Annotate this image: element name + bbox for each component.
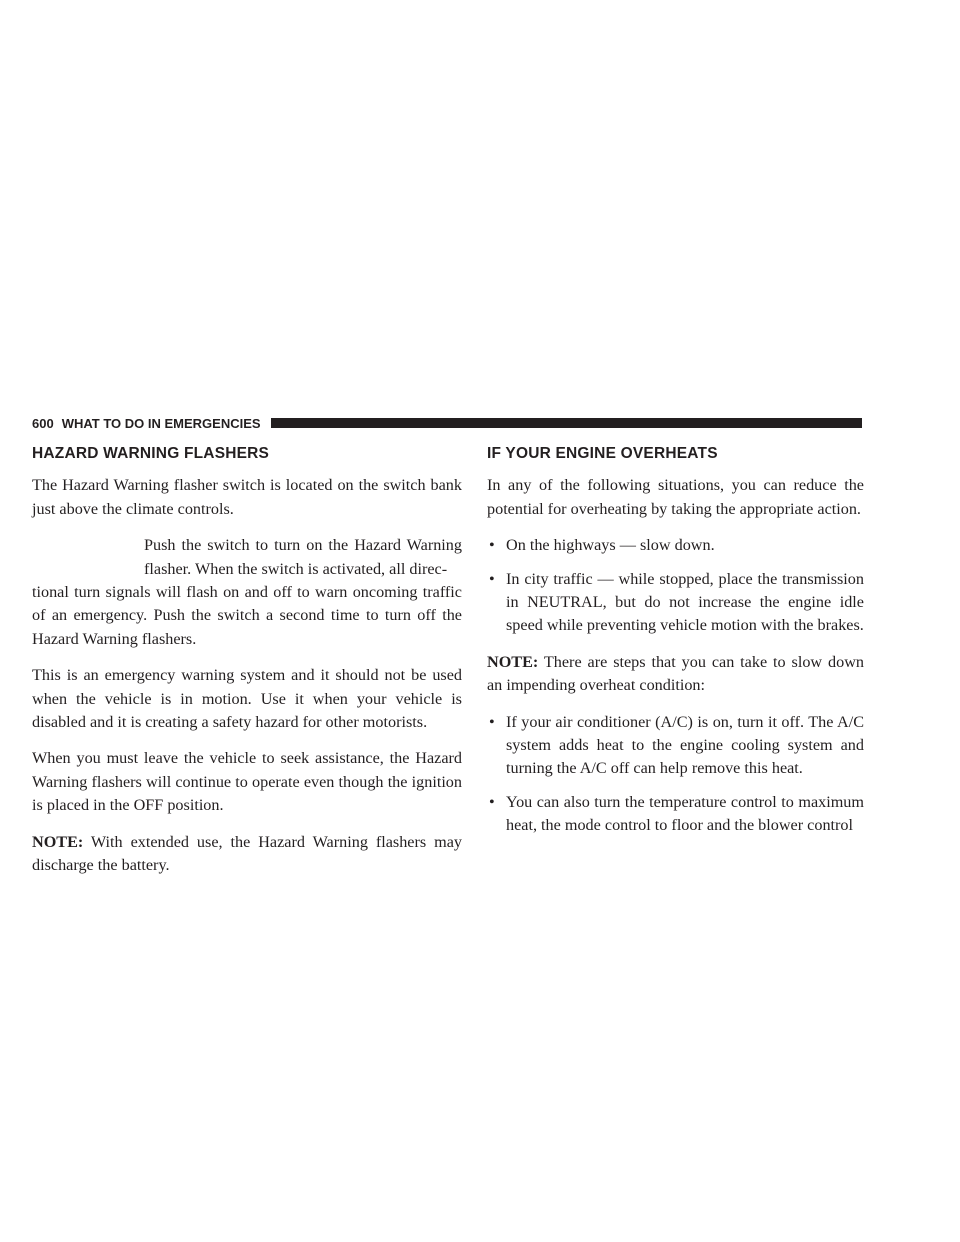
overheat-list-2 — [487, 711, 864, 838]
page-number: 600 — [32, 415, 54, 431]
bullet-icon: • — [489, 569, 495, 588]
list-item: • On the highways — slow down. — [487, 534, 864, 557]
hazard-paragraph-3: This is an emergency warning system and it should not be used when the vehicle is in motion. Use it when your vehicle is disabled and it is creating a safety hazard for other motorists. — [32, 666, 462, 732]
hazard-paragraph-4: When you must leave the vehicle to seek assistance, the Hazard Warning flashers will continue to operate even though the ignition is placed in the OFF position. — [32, 749, 462, 815]
header-rule — [271, 418, 862, 428]
hazard-paragraph-2-rest: tional turn signals will flash on and off to warn oncoming traffic of an emergency. Push the switch a second time to turn off the Hazard Warning flashers. — [32, 583, 462, 648]
page-header — [32, 412, 862, 434]
hazard-note — [32, 831, 462, 878]
left-column — [32, 442, 462, 891]
right-column — [487, 442, 864, 851]
overheat-list-1 — [487, 534, 864, 638]
note-label: NOTE: — [32, 832, 84, 851]
overheat-intro: In any of the following situations, you can reduce the potential for overheating by taking the appropriate action. — [487, 476, 864, 518]
list-item: • You can also turn the temperature control to maximum heat, the mode control to floor and the blower control — [489, 792, 864, 835]
overheat-heading: IF YOUR ENGINE OVERHEATS — [487, 445, 718, 462]
bullet-icon: • — [489, 712, 495, 731]
note-text: There are steps that you can take to slow down an impending overheat condition: — [487, 652, 864, 695]
note-label: NOTE: — [487, 652, 539, 671]
hazard-paragraph-1: The Hazard Warning flasher switch is located on the switch bank just above the climate controls. — [32, 476, 462, 518]
overheat-note — [487, 651, 864, 698]
hazard-heading: HAZARD WARNING FLASHERS — [32, 445, 270, 462]
list-item: • In city traffic — while stopped, place the transmission in NEUTRAL, but do not increase the engine idle speed while preventing vehicle motion with the brakes. — [489, 569, 864, 635]
section-title: WHAT TO DO IN EMERGENCIES — [61, 415, 261, 431]
bullet-icon: • — [489, 536, 495, 555]
note-text: With extended use, the Hazard Warning flashers may discharge the battery. — [32, 832, 462, 875]
bullet-icon: • — [489, 792, 495, 811]
hazard-paragraph-2-indent: Push the switch to turn on the Hazard Warning flasher. When the switch is activated, all direc- — [144, 536, 462, 578]
list-item: • If your air conditioner (A/C) is on, turn it off. The A/C system adds heat to the engine cooling system and turning the A/C off can help remove this heat. — [489, 712, 864, 778]
